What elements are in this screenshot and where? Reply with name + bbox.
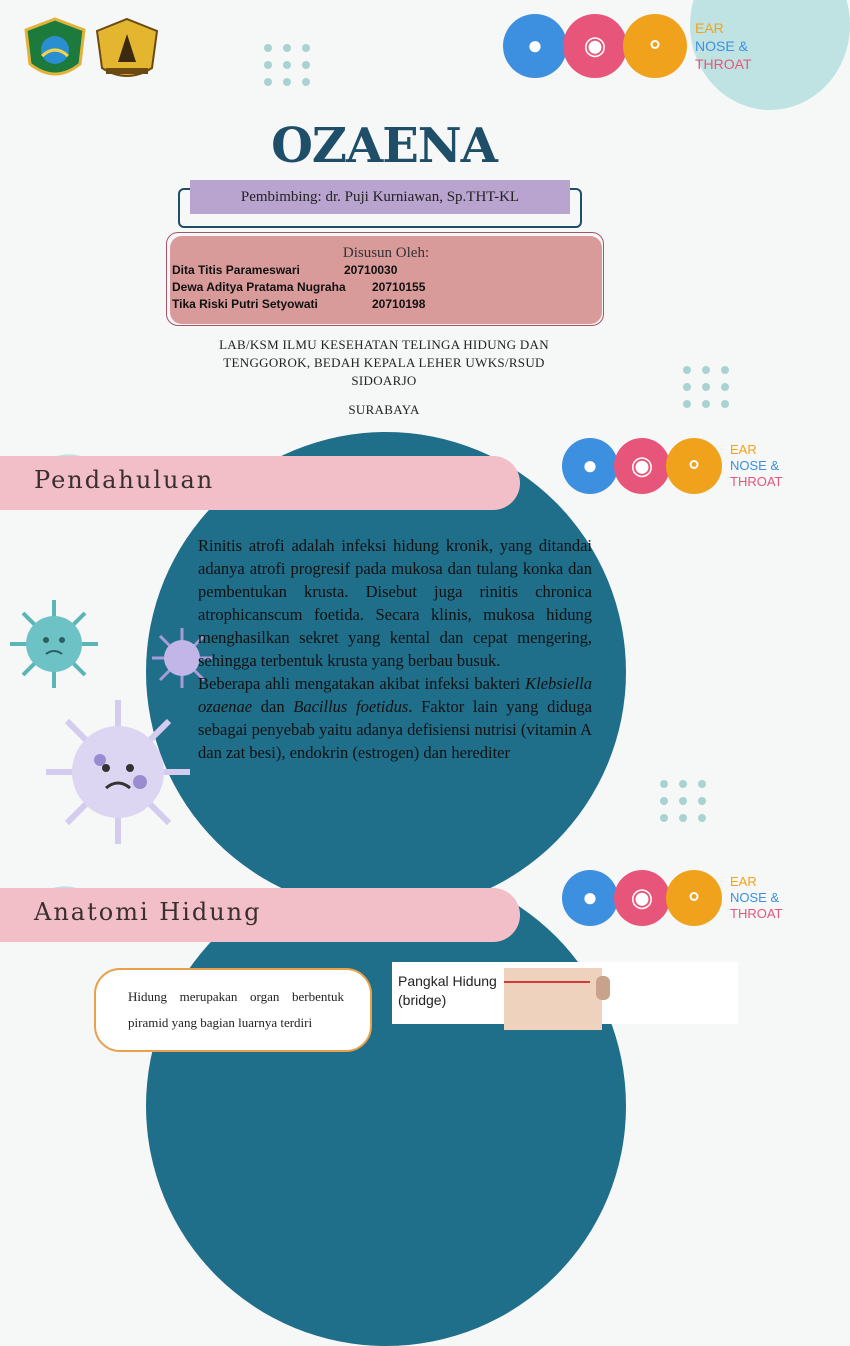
authors-box <box>170 236 602 324</box>
anatomy-text: Hidung merupakan organ berbentuk piramid yang bagian luarnya terdiri <box>128 989 344 1030</box>
dot-grid <box>660 780 708 822</box>
nose-icon: ● <box>562 438 618 494</box>
nose-icon: ● <box>562 870 618 926</box>
ent-nose: NOSE & <box>730 458 780 473</box>
ent-ear: EAR <box>730 874 757 889</box>
anatomy-figure <box>392 962 738 1024</box>
ent-ear: EAR <box>695 20 724 36</box>
authors-heading: Disusun Oleh: <box>342 245 430 261</box>
intro-paragraph-1: Rinitis atrofi adalah infeksi hidung kronik, yang ditandai adanya atrofi progresif pada mukosa dan tulang konka dan pembentukan krusta. Disebut juga rinitis chronica atrophicanscum foetida. Secara klinis, mukosa hidung menghasilkan sekret yang kental dan cepat mengering, sehingga terbentuk krusta yang berbau busuk. <box>198 536 592 670</box>
ear-icon: ⚬ <box>666 438 722 494</box>
intro-paragraph-2: Beberapa ahli mengatakan akibat infeksi bakteri Klebsiella ozaenae dan Bacillus foetidus. Faktor lain yang diduga sebagai penyebab yaitu adanya defisiensi nutrisi (vitamin A dan zat besi), endokrin (estrogen) dan herediter <box>198 674 592 762</box>
ear-icon: ⚬ <box>623 14 687 78</box>
figure-label: Pangkal Hidung (bridge) <box>398 973 497 1008</box>
face-photo <box>596 976 610 1000</box>
throat-icon: ◉ <box>563 14 627 78</box>
ent-throat: THROAT <box>730 906 783 921</box>
institution: LAB/KSM ILMU KESEHATAN TELINGA HIDUNG DAN TENGGOROK, BEDAH KEPALA LEHER UWKS/RSUD SIDOARJO SURABAYA <box>219 337 549 417</box>
supervisor-text: Pembimbing: dr. Puji Kurniawan, Sp.THT-KL <box>240 188 520 205</box>
nose-icon: ● <box>503 14 567 78</box>
ent-badge <box>562 870 782 926</box>
section-title: Pendahuluan <box>34 466 215 494</box>
face-photo <box>504 968 602 1030</box>
throat-icon: ◉ <box>614 870 670 926</box>
supervisor-box <box>190 180 570 214</box>
logo-right <box>92 16 162 86</box>
dot-grid <box>264 44 312 86</box>
virus-icon <box>42 696 194 853</box>
ent-ear: EAR <box>730 442 757 457</box>
dot-grid <box>683 366 731 408</box>
pointer-line <box>504 981 590 983</box>
ent-badge <box>562 438 782 494</box>
ent-nose: NOSE & <box>730 890 780 905</box>
ent-nose: NOSE & <box>695 38 748 54</box>
author-row: Dita Titis Parameswari 20710030 <box>172 263 398 277</box>
page-title: OZAENA <box>271 118 497 174</box>
logo-left <box>20 16 90 86</box>
author-row: Tika Riski Putri Setyowati 20710198 <box>172 297 426 311</box>
ear-icon: ⚬ <box>666 870 722 926</box>
virus-icon <box>6 596 102 697</box>
section-title: Anatomi Hidung <box>34 898 262 926</box>
ent-throat: THROAT <box>730 474 783 489</box>
author-row: Dewa Aditya Pratama Nugraha 20710155 <box>172 280 426 294</box>
ent-throat: THROAT <box>695 56 752 72</box>
intro-text <box>198 534 592 764</box>
ent-badge <box>503 14 752 78</box>
throat-icon: ◉ <box>614 438 670 494</box>
